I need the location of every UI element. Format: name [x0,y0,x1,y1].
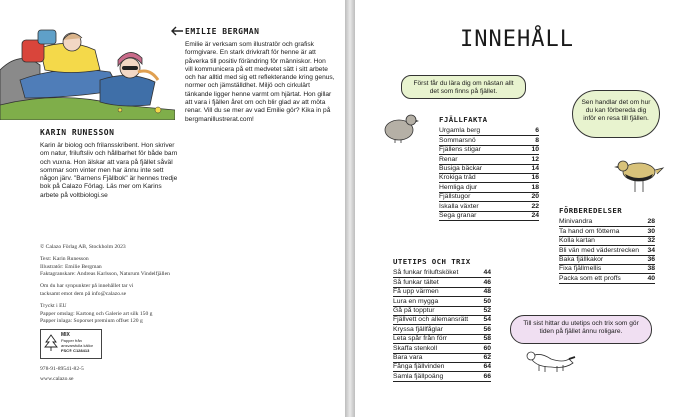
karin-name: KARIN RUNESSON [40,128,115,137]
toc-row[interactable]: Gå på topptur 52 [393,306,491,314]
website[interactable]: www.calazo.se [40,376,74,382]
right-page [355,0,700,417]
toc-utetips [393,269,491,382]
fsc-line-1: Papper från [61,338,82,343]
toc-row[interactable]: Så funkar tältet 46 [393,278,491,286]
feedback-line-1: Om du har synpunkter på innehållet tar vi [40,283,134,290]
section-heading-utetips: UTETIPS OCH TRIX [393,257,471,266]
toc-row[interactable]: Leta spår från förr 58 [393,335,491,343]
section-heading-fjallfakta: FJÄLLFAKTA [439,115,488,124]
feedback-line-2: tacksamt emot dem på info@calazo.se [40,290,127,297]
toc-row[interactable]: Fjällvett och allemansrätt 54 [393,316,491,324]
stoat-icon [525,347,577,375]
illustrator-credit: Illustratör: Emilie Bergman [40,263,102,270]
toc-row[interactable]: Renar 12 [439,155,539,163]
colophon [40,244,210,326]
page-title: INNEHÅLL [460,27,574,52]
fsc-tree-icon [44,334,58,352]
toc-row[interactable]: Sommarsnö 8 [439,136,539,144]
copyright: © Calazo Förlag AB, Stockholm 2023 [40,244,126,250]
speech-bubble-right: Sen handlar det om hur du kan förbereda dig inför en resa till fjällen. [572,90,660,138]
toc-row[interactable]: Skaffa stenkoll 60 [393,344,491,352]
arrow-left-icon [170,26,184,36]
toc-row[interactable]: Bli vän med väderstrecken 34 [559,246,655,254]
toc-row[interactable]: Så funkar friluftsköket 44 [393,269,491,277]
authors-illustration [0,10,175,120]
paper-cover: Papper omslag: Kartong och Galerie art silk 150 g [40,310,153,317]
toc-fjallfakta [439,127,539,221]
toc-row[interactable]: Hemliga djur 18 [439,183,539,191]
toc-row[interactable]: Baka fjällkakor 36 [559,255,655,263]
toc-row[interactable]: Sega granar 24 [439,211,539,219]
book-spine [345,0,355,417]
toc-row[interactable]: Bara vara 62 [393,353,491,361]
emilie-bio: Emilie är verksam som illustratör och grafisk formgivare. En stark drivkraft för henne är att påverka till positiv förändring för människor. Hon vill kommunicera på ett medvetet sätt i sitt arbete och har alltid med sig ett reflekterande kring genus, normer och jämställdhet. Miljö och cirkulärt tänkande ligger henne varmt om hjärtat. Hon gillar att vara i fjällen året om och blir glad av att möta renar. Vill du se mer av vad Emilie gör? Kika in på bergmanillustrerat.com! [185,41,335,123]
isbn: 978-91-89541-82-5 [40,366,84,372]
toc-row[interactable]: Urgamla berg 6 [439,127,539,135]
toc-row[interactable]: Busiga bäckar 14 [439,164,539,172]
toc-row[interactable]: Kolla kartan 32 [559,237,655,245]
fact-check-credit: Faktagranskare: Andreas Karlsson, Naturum Vindelfjällen [40,271,170,278]
toc-row[interactable]: Fixa fjällmellis 38 [559,265,655,273]
emilie-name: EMILIE BERGMAN [185,27,260,36]
text-credit: Text: Karin Runesson [40,255,89,262]
speech-bubble-top: Först får du lära dig om nästan allt det som finns på fjället. [401,75,526,99]
fsc-mix: MIX [61,332,70,338]
fsc-code: FSC® C128413 [61,348,90,353]
ptarmigan-icon [379,110,423,144]
toc-row[interactable]: Kryssa fjällfåglar 56 [393,325,491,333]
toc-forberedelser [559,218,655,284]
paper-inside: Papper inlaga: Soporset premium offset 120 g [40,318,143,325]
karin-bio: Karin är biolog och frilansskribent. Hon skriver om natur, friluftsliv och hållbarhet för både barn och vuxna. Hon älskar att vara på fjället såväl sommar som vinter men har ännu inte sett någon järv. "Barnens Fjällbok" är hennes tredje bok på Calazo Förlag. Läs mer om Karins arbete på voltbiologi.se [40,142,178,199]
speech-bubble-bottom: Till sist hittar du utetips och trix som gör tiden på fjället ännu roligare. [510,315,652,344]
toc-row[interactable]: Packa som ett proffs 40 [559,274,655,282]
printed-in: Tryckt i EU [40,302,67,309]
left-page [0,0,345,417]
toc-row[interactable]: Ta hand om fötterna 30 [559,227,655,235]
toc-row[interactable]: Få upp värmen 48 [393,288,491,296]
toc-row[interactable]: Krokiga träd 16 [439,174,539,182]
isbn-block [40,364,84,384]
toc-row[interactable]: Fjällens stigar 10 [439,146,539,154]
toc-row[interactable]: Fånga fjällvinden 64 [393,363,491,371]
fsc-line-2: ansvarsfulla källor [61,343,94,348]
toc-row[interactable]: Iskalla växter 22 [439,202,539,210]
fsc-label [40,329,102,359]
toc-row[interactable]: Samla fjällpoäng 66 [393,372,491,380]
toc-row[interactable]: Lura en mygga 50 [393,297,491,305]
toc-row[interactable]: Minivandra 28 [559,218,655,226]
golden-plover-icon [613,152,665,194]
section-heading-forberedelser: FÖRBEREDELSER [559,206,623,215]
toc-row[interactable]: Fjällstugor 20 [439,193,539,201]
